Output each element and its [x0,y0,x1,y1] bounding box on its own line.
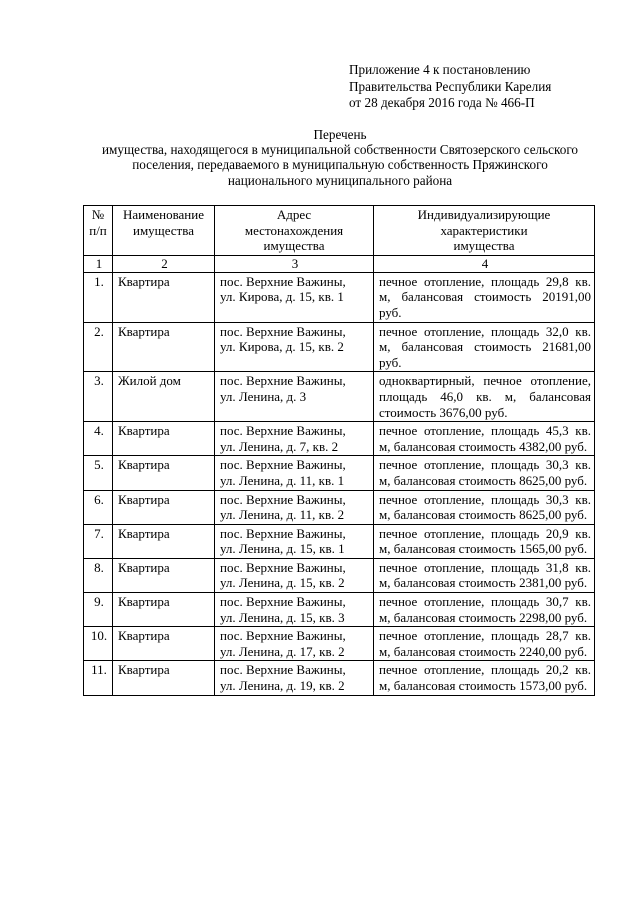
column-index: 1 [84,255,113,272]
property-name: Квартира [113,661,215,695]
row-number: 3. [84,372,113,422]
property-name: Квартира [113,422,215,456]
property-characteristics: печное отопление, площадь 30,7 кв. м, балансовая стоимость 2298,00 руб. [374,593,595,627]
property-address [215,372,374,422]
appendix-line-2: Правительства Республики Карелия [349,78,552,94]
appendix-line-1: Приложение 4 к постановлению [349,62,531,77]
address-line-1: пос. Верхние Важины, [220,491,346,507]
address-line-1: пос. Верхние Важины, [220,594,346,610]
property-address [215,558,374,592]
property-address [215,593,374,627]
table-row [84,627,595,661]
property-characteristics: печное отопление, площадь 28,7 кв. м, балансовая стоимость 2240,00 руб. [374,627,595,661]
header-characteristics [374,206,595,256]
property-name: Квартира [113,490,215,524]
property-name: Квартира [113,272,215,322]
table-row [84,272,595,322]
address-line-2: ул. Ленина, д. 15, кв. 1 [220,541,345,557]
header-number-line-2: п/п [89,222,107,238]
address-line-1: пос. Верхние Важины, [220,457,346,473]
property-address [215,272,374,322]
header-address [215,206,374,256]
header-characteristics-line-1: Индивидуализирующие [417,207,551,222]
column-index: 2 [113,255,215,272]
column-index-row [84,255,595,272]
header-address-line-2: местонахождения [244,222,344,238]
row-number: 5. [84,456,113,490]
property-name: Квартира [113,627,215,661]
title-line-3: поселения, передаваемого в муниципальную собственность Пряжинского [132,157,548,173]
table-row [84,422,595,456]
title-line-1: Перечень [313,127,367,142]
address-line-2: ул. Ленина, д. 17, кв. 2 [220,643,345,659]
property-characteristics: печное отопление, площадь 30,3 кв. м, балансовая стоимость 8625,00 руб. [374,456,595,490]
title-line-2: имущества, находящегося в муниципальной собственности Святозерского сельского [102,142,578,158]
row-number: 7. [84,524,113,558]
property-characteristics: печное отопление, площадь 32,0 кв. м, балансовая стоимость 21681,00 руб. [374,322,595,372]
property-characteristics: печное отопление, площадь 45,3 кв. м, балансовая стоимость 4382,00 руб. [374,422,595,456]
property-address [215,456,374,490]
row-number: 2. [84,322,113,372]
address-line-2: ул. Ленина, д. 3 [220,388,307,404]
document-title [60,127,620,188]
property-characteristics: печное отопление, площадь 30,3 кв. м, балансовая стоимость 8625,00 руб. [374,490,595,524]
property-table [83,205,595,696]
header-name-line-2: имущества [133,222,194,238]
property-name: Квартира [113,456,215,490]
property-address [215,322,374,372]
row-number: 11. [84,661,113,695]
address-line-1: пос. Верхние Важины, [220,525,346,541]
row-number: 1. [84,272,113,322]
address-line-1: пос. Верхние Важины, [220,662,346,678]
header-name [113,206,215,256]
header-characteristics-line-3: имущества [453,238,515,254]
header-address-line-3: имущества [263,238,325,254]
property-characteristics: печное отопление, площадь 20,2 кв. м, балансовая стоимость 1573,00 руб. [374,661,595,695]
property-address [215,524,374,558]
row-number: 9. [84,593,113,627]
table-row [84,490,595,524]
appendix-line-3: от 28 декабря 2016 года № 466-П [349,95,535,110]
address-line-2: ул. Ленина, д. 19, кв. 2 [220,678,345,694]
appendix-header [349,62,619,112]
table-header-row [84,206,595,256]
row-number: 10. [84,627,113,661]
property-name: Квартира [113,524,215,558]
table-row [84,456,595,490]
property-name: Квартира [113,558,215,592]
header-address-line-1: Адрес [276,207,312,222]
property-characteristics: печное отопление, площадь 29,8 кв. м, балансовая стоимость 20191,00 руб. [374,272,595,322]
address-line-2: ул. Кирова, д. 15, кв. 2 [220,339,344,355]
table-row [84,372,595,422]
address-line-1: пос. Верхние Важины, [220,373,346,389]
column-index: 3 [215,255,374,272]
property-characteristics: печное отопление, площадь 31,8 кв. м, балансовая стоимость 2381,00 руб. [374,558,595,592]
property-address [215,627,374,661]
address-line-2: ул. Ленина, д. 15, кв. 2 [220,575,345,591]
row-number: 4. [84,422,113,456]
address-line-1: пос. Верхние Важины, [220,559,346,575]
table-row [84,661,595,695]
header-number [84,206,113,256]
address-line-2: ул. Ленина, д. 7, кв. 2 [220,438,339,454]
address-line-1: пос. Верхние Важины, [220,273,346,289]
header-name-line-1: Наименование [123,207,204,222]
address-line-2: ул. Ленина, д. 11, кв. 2 [220,507,345,523]
property-name: Квартира [113,322,215,372]
column-index: 4 [374,255,595,272]
property-characteristics: одноквартирный, печное отопление, площадь 46,0 кв. м, балансовая стоимость 3676,00 руб. [374,372,595,422]
address-line-1: пос. Верхние Важины, [220,628,346,644]
title-line-4: национального муниципального района [227,172,453,188]
property-address [215,422,374,456]
address-line-2: ул. Ленина, д. 15, кв. 3 [220,609,345,625]
header-characteristics-line-2: характеристики [440,222,528,238]
property-name: Жилой дом [113,372,215,422]
property-address [215,490,374,524]
address-line-2: ул. Ленина, д. 11, кв. 1 [220,472,345,488]
row-number: 6. [84,490,113,524]
table-row [84,322,595,372]
property-name: Квартира [113,593,215,627]
address-line-1: пос. Верхние Важины, [220,323,346,339]
table-row [84,593,595,627]
table-row [84,524,595,558]
address-line-1: пос. Верхние Важины, [220,423,346,439]
row-number: 8. [84,558,113,592]
table-row [84,558,595,592]
address-line-2: ул. Кирова, д. 15, кв. 1 [220,289,344,305]
property-address [215,661,374,695]
header-number-line-1: № [91,207,105,222]
property-characteristics: печное отопление, площадь 20,9 кв. м, балансовая стоимость 1565,00 руб. [374,524,595,558]
